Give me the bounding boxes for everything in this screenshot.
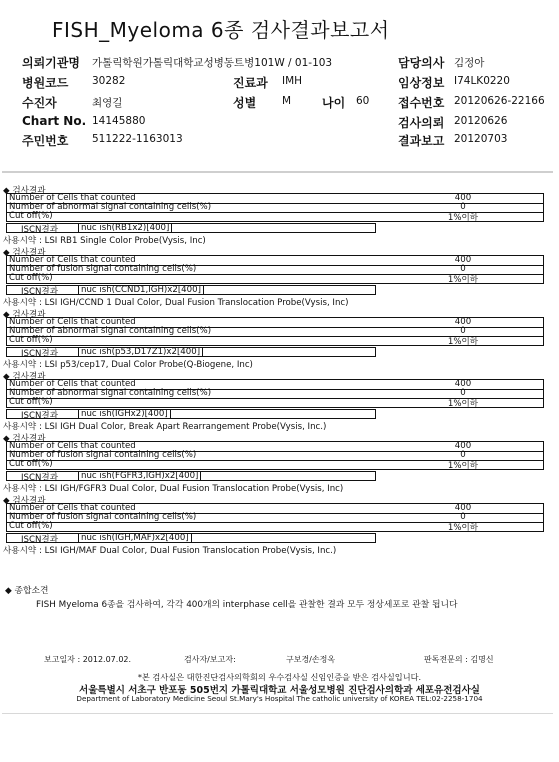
report-label: 결과보고 <box>398 134 445 148</box>
table-row <box>7 274 543 283</box>
iscn-label: ISCN결과 <box>21 287 59 297</box>
row-value: 400 <box>454 193 472 203</box>
header-row-hospital <box>0 74 559 92</box>
lab-address: 서울특별시 서초구 반포동 505번지 가톨릭대학교 서울성모병원 진단검사의학과 세포유전검사실 <box>79 685 480 696</box>
receipt-value: 20120626-22166 <box>454 95 545 107</box>
row-value: 1%이하 <box>447 523 479 533</box>
section-heading: ◆ 검사결과 <box>3 310 46 320</box>
row-value: 1%이하 <box>447 461 479 471</box>
row-value: 0 <box>460 388 466 398</box>
request-label: 검사의뢰 <box>398 116 445 130</box>
row-label: Cut off(%) <box>9 397 53 407</box>
row-value: 1%이하 <box>447 399 479 409</box>
row-value: 0 <box>460 326 466 336</box>
iscn-label: ISCN결과 <box>21 349 59 359</box>
patient-value: 최영길 <box>92 97 123 109</box>
section-heading: ◆ 검사결과 <box>3 434 46 444</box>
resident-value: 511222-1163013 <box>92 133 183 145</box>
request-value: 20120626 <box>454 115 508 127</box>
row-label: Cut off(%) <box>9 521 53 531</box>
row-value: 400 <box>454 379 472 389</box>
age-label: 나이 <box>322 96 346 110</box>
result-section <box>3 494 547 556</box>
row-label: Cut off(%) <box>9 273 53 283</box>
header-row-patient <box>0 94 559 112</box>
row-label: Number of abnormal signal containing cells(%) <box>9 202 212 212</box>
iscn-value: nuc ish(IGHx2)[400] <box>78 410 171 418</box>
table-row <box>7 460 543 469</box>
sex-label: 성별 <box>233 96 257 110</box>
doctor-label: 담당의사 <box>398 56 445 70</box>
probe-reagent: 사용시약 : LSI IGH/CCND 1 Dual Color, Dual Fusion Translocation Probe(Vysis, Inc) <box>3 298 349 308</box>
result-section <box>3 184 547 246</box>
receipt-label: 접수번호 <box>398 96 445 110</box>
result-table <box>6 503 544 532</box>
row-label: Number of Cells that counted <box>9 255 136 265</box>
row-value: 0 <box>460 264 466 274</box>
patient-header <box>0 52 559 152</box>
table-row <box>7 398 543 407</box>
header-row-resident <box>0 132 559 150</box>
table-row <box>7 522 543 531</box>
row-label: Number of Cells that counted <box>9 193 136 203</box>
section-heading: ◆ 검사결과 <box>3 496 46 506</box>
row-value: 400 <box>454 503 472 513</box>
result-table <box>6 441 544 470</box>
patient-label: 수진자 <box>22 96 57 110</box>
iscn-result-box <box>6 471 376 481</box>
table-row <box>7 212 543 221</box>
section-heading: ◆ 검사결과 <box>3 186 46 196</box>
clinical-info-value: I74LK0220 <box>454 75 510 87</box>
iscn-value: nuc ish(FGFR3,IGH)x2[400] <box>78 472 201 480</box>
specialist: 판독전문의 : 김명신 <box>424 655 494 664</box>
page-title: FISH_Myeloma 6종 검사결과보고서 <box>52 18 390 42</box>
department-label: 진료과 <box>233 76 268 90</box>
probe-reagent: 사용시약 : LSI IGH/FGFR3 Dual Color, Dual Fusion Translocation Probe(Vysis, Inc) <box>3 484 344 494</box>
row-label: Number of Cells that counted <box>9 503 136 513</box>
chart-label: Chart No. <box>22 114 87 128</box>
summary-text: FISH Myeloma 6종을 검사하여, 각각 400개의 interphase cell을 관찰한 결과 모두 정상세포로 관찰 됩니다 <box>36 600 458 610</box>
iscn-result-box <box>6 223 376 233</box>
result-table <box>6 379 544 408</box>
iscn-value: nuc ish(CCND1,IGH)x2[400] <box>78 286 204 294</box>
hospital-code-value: 30282 <box>92 75 126 87</box>
section-heading: ◆ 검사결과 <box>3 372 46 382</box>
probe-reagent: 사용시약 : LSI IGH/MAF Dual Color, Dual Fusion Translocation Probe(Vysis, Inc.) <box>3 546 337 556</box>
sex-value: M <box>282 95 292 107</box>
age-value: 60 <box>356 95 370 107</box>
iscn-value: nuc ish(IGH,MAF)x2[400] <box>78 534 192 542</box>
row-value: 400 <box>454 441 472 451</box>
result-section <box>3 308 547 370</box>
doctor-value: 김정아 <box>454 57 485 69</box>
result-section <box>3 370 547 432</box>
iscn-value: nuc ish(p53,D17Z1)x2[400] <box>78 348 203 356</box>
result-section <box>3 432 547 494</box>
row-label: Number of Cells that counted <box>9 441 136 451</box>
examiner-label: 검사자/보고자: <box>184 655 236 664</box>
row-label: Number of abnormal signal containing cells(%) <box>9 326 212 336</box>
row-value: 0 <box>460 512 466 522</box>
chart-value: 14145880 <box>92 115 146 127</box>
row-value: 1%이하 <box>447 213 479 223</box>
iscn-result-box <box>6 285 376 295</box>
row-label: Number of fusion signal containing cells(%) <box>9 264 197 274</box>
resident-label: 주민번호 <box>22 134 69 148</box>
summary-heading: ◆ 종합소견 <box>5 586 49 596</box>
hospital-code-label: 병원코드 <box>22 76 69 90</box>
header-row-institution <box>0 54 559 72</box>
lab-english-name: Department of Laboratory Medicine Seoul St.Mary's Hospital The catholic university of KOREA TEL:02-2258-1704 <box>76 694 483 703</box>
iscn-value: nuc ish(RB1x2)[400] <box>78 224 172 232</box>
institution-label: 의뢰기관명 <box>22 56 80 70</box>
iscn-label: ISCN결과 <box>21 535 59 545</box>
row-label: Number of Cells that counted <box>9 379 136 389</box>
institution-value: 가톨릭학원가톨릭대학교성병동트병101W / 01-103 <box>92 57 333 69</box>
row-value: 400 <box>454 255 472 265</box>
probe-reagent: 사용시약 : LSI IGH Dual Color, Break Apart Rearrangement Probe(Vysis, Inc.) <box>3 422 327 432</box>
row-label: Number of Cells that counted <box>9 317 136 327</box>
iscn-label: ISCN결과 <box>21 225 59 235</box>
row-value: 1%이하 <box>447 337 479 347</box>
row-label: Number of fusion signal containing cells(%) <box>9 450 197 460</box>
row-label: Cut off(%) <box>9 459 53 469</box>
probe-reagent: 사용시약 : LSI RB1 Single Color Probe(Vysis, Inc) <box>3 236 206 246</box>
row-label: Number of abnormal signal containing cells(%) <box>9 388 212 398</box>
result-table <box>6 255 544 284</box>
certification-note: *본 검사실은 대한진단검사의학회의 우수검사실 신임인증을 받은 검사실입니다. <box>137 672 422 682</box>
examiner-names: 구보경/손정옥 <box>286 655 336 664</box>
iscn-result-box <box>6 347 376 357</box>
iscn-result-box <box>6 533 376 543</box>
result-section <box>3 246 547 308</box>
section-heading: ◆ 검사결과 <box>3 248 46 258</box>
iscn-result-box <box>6 409 376 419</box>
row-label: Cut off(%) <box>9 335 53 345</box>
result-table <box>6 193 544 222</box>
report-value: 20120703 <box>454 133 508 145</box>
row-value: 1%이하 <box>447 275 479 285</box>
row-label: Number of fusion signal containing cells(%) <box>9 512 197 522</box>
department-value: IMH <box>282 75 303 87</box>
header-row-chart <box>0 114 559 132</box>
row-value: 0 <box>460 202 466 212</box>
table-row <box>7 336 543 345</box>
probe-reagent: 사용시약 : LSI p53/cep17, Dual Color Probe(Q-Biogene, Inc) <box>3 360 253 370</box>
row-label: Cut off(%) <box>9 211 53 221</box>
iscn-label: ISCN결과 <box>21 411 59 421</box>
report-date: 보고일자 : 2012.07.02. <box>44 655 132 664</box>
iscn-label: ISCN결과 <box>21 473 59 483</box>
result-table <box>6 317 544 346</box>
row-value: 0 <box>460 450 466 460</box>
clinical-info-label: 임상정보 <box>398 76 445 90</box>
row-value: 400 <box>454 317 472 327</box>
